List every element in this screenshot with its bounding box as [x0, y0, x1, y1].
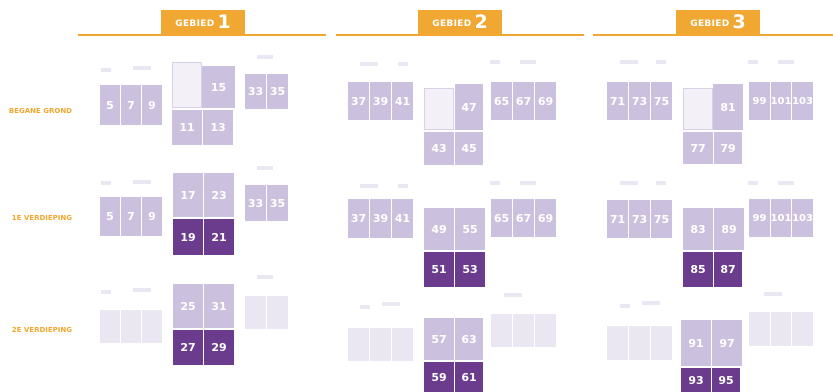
unit-9[interactable]: 9 [142, 85, 162, 125]
roof-accent [360, 184, 378, 188]
unit-53[interactable]: 53 [455, 252, 485, 287]
unit-placeholder [267, 296, 288, 329]
unit-51[interactable]: 51 [424, 252, 454, 287]
unit-99[interactable]: 99 [749, 199, 770, 237]
floor-label-second: 2E VERDIEPING [11, 326, 72, 334]
unit-73[interactable]: 73 [629, 82, 650, 120]
unit-93[interactable]: 93 [681, 368, 711, 392]
unit-55[interactable]: 55 [455, 208, 485, 250]
unit-39[interactable]: 39 [370, 199, 391, 238]
unit-13[interactable]: 13 [203, 110, 233, 145]
unit-39[interactable]: 39 [370, 82, 391, 120]
roof-accent [360, 62, 378, 66]
unit-placeholder [392, 328, 413, 361]
unit-placeholder [651, 326, 672, 360]
unit-65[interactable]: 65 [491, 199, 512, 237]
unit-37[interactable]: 37 [348, 199, 369, 238]
unit-103[interactable]: 103 [792, 82, 813, 120]
unit-69[interactable]: 69 [535, 82, 556, 120]
unit-21[interactable]: 21 [204, 219, 234, 255]
unit-73[interactable]: 73 [629, 200, 650, 238]
unit-placeholder [121, 310, 141, 343]
unit-95[interactable]: 95 [712, 368, 740, 392]
unit-57[interactable]: 57 [424, 318, 454, 360]
unit-29[interactable]: 29 [204, 330, 234, 365]
unit-25[interactable]: 25 [173, 284, 203, 328]
floor-label-first: 1E VERDIEPING [11, 214, 72, 222]
unit-placeholder [100, 310, 120, 343]
unit-49[interactable]: 49 [424, 208, 454, 250]
floor-label-ground: BEGANE GROND [8, 107, 72, 115]
unit-placeholder [535, 314, 556, 347]
unit-75[interactable]: 75 [651, 200, 672, 238]
area-3-rule [593, 34, 833, 36]
roof-accent [504, 293, 522, 297]
roof-accent [642, 301, 660, 305]
unit-33[interactable]: 33 [245, 185, 266, 221]
roof-accent [490, 60, 500, 64]
unit-71[interactable]: 71 [607, 82, 628, 120]
unit-7[interactable]: 7 [121, 85, 141, 125]
courtyard-outline [683, 88, 713, 130]
unit-79[interactable]: 79 [714, 132, 742, 164]
unit-65[interactable]: 65 [491, 82, 512, 120]
unit-47[interactable]: 47 [455, 84, 483, 130]
unit-69[interactable]: 69 [535, 199, 556, 237]
roof-accent [133, 180, 151, 184]
unit-11[interactable]: 11 [172, 110, 202, 145]
unit-placeholder [513, 314, 534, 347]
unit-placeholder [142, 310, 162, 343]
unit-63[interactable]: 63 [455, 318, 483, 360]
roof-accent [520, 181, 536, 185]
roof-accent [656, 60, 666, 64]
roof-accent [748, 60, 758, 64]
unit-91[interactable]: 91 [681, 320, 711, 366]
roof-accent [133, 66, 151, 70]
unit-67[interactable]: 67 [513, 199, 534, 237]
roof-accent [764, 292, 782, 296]
unit-9[interactable]: 9 [142, 197, 162, 236]
unit-placeholder [607, 326, 628, 360]
roof-accent [257, 166, 273, 170]
roof-accent [656, 181, 666, 185]
roof-accent [778, 60, 794, 64]
unit-17[interactable]: 17 [173, 173, 203, 217]
unit-41[interactable]: 41 [392, 199, 413, 238]
unit-101[interactable]: 101 [771, 82, 791, 120]
unit-placeholder [370, 328, 391, 361]
roof-accent [620, 304, 630, 308]
unit-placeholder [792, 312, 813, 346]
roof-accent [133, 288, 151, 292]
roof-accent [520, 60, 536, 64]
unit-31[interactable]: 31 [204, 284, 234, 328]
unit-97[interactable]: 97 [712, 320, 742, 366]
unit-33[interactable]: 33 [245, 74, 266, 109]
unit-103[interactable]: 103 [792, 199, 813, 237]
area-2-heading-word: GEBIED [432, 19, 472, 29]
unit-61[interactable]: 61 [455, 362, 483, 392]
area-1-heading [161, 10, 245, 34]
unit-99[interactable]: 99 [749, 82, 770, 120]
roof-accent [101, 68, 111, 72]
area-3-heading-word: GEBIED [690, 19, 730, 29]
unit-75[interactable]: 75 [651, 82, 672, 120]
unit-59[interactable]: 59 [424, 362, 454, 392]
unit-67[interactable]: 67 [513, 82, 534, 120]
area-1-heading-word: GEBIED [175, 19, 215, 29]
roof-accent [748, 181, 758, 185]
roof-accent [257, 55, 273, 59]
unit-27[interactable]: 27 [173, 330, 203, 365]
area-2-heading-number: 2 [474, 11, 488, 33]
area-2-heading [418, 10, 502, 34]
unit-71[interactable]: 71 [607, 200, 628, 238]
unit-placeholder [749, 312, 770, 346]
unit-5[interactable]: 5 [100, 197, 120, 236]
unit-7[interactable]: 7 [121, 197, 141, 236]
roof-accent [257, 275, 273, 279]
area-2-rule [336, 34, 584, 36]
area-1-rule [78, 34, 326, 36]
unit-37[interactable]: 37 [348, 82, 369, 120]
unit-101[interactable]: 101 [771, 199, 791, 237]
unit-placeholder [348, 328, 369, 361]
unit-19[interactable]: 19 [173, 219, 203, 255]
roof-accent [620, 60, 638, 64]
roof-accent [101, 181, 111, 185]
unit-23[interactable]: 23 [204, 173, 234, 217]
unit-5[interactable]: 5 [100, 85, 120, 125]
unit-placeholder [771, 312, 791, 346]
area-3-heading-number: 3 [732, 11, 746, 33]
roof-accent [398, 184, 408, 188]
unit-43[interactable]: 43 [424, 132, 454, 165]
unit-15[interactable]: 15 [202, 66, 235, 108]
roof-accent [101, 290, 111, 294]
roof-accent [360, 305, 370, 309]
roof-accent [778, 181, 794, 185]
roof-accent [398, 62, 408, 66]
roof-accent [382, 302, 400, 306]
unit-85[interactable]: 85 [683, 252, 713, 287]
unit-placeholder [245, 296, 266, 329]
roof-accent [490, 181, 500, 185]
unit-77[interactable]: 77 [683, 132, 713, 164]
unit-83[interactable]: 83 [683, 208, 713, 250]
unit-35[interactable]: 35 [267, 74, 288, 109]
area-3-heading [676, 10, 760, 34]
unit-87[interactable]: 87 [714, 252, 742, 287]
unit-41[interactable]: 41 [392, 82, 413, 120]
unit-89[interactable]: 89 [714, 208, 744, 250]
unit-45[interactable]: 45 [455, 132, 483, 165]
courtyard-outline [172, 62, 202, 108]
unit-35[interactable]: 35 [267, 185, 288, 221]
unit-81[interactable]: 81 [713, 84, 743, 130]
courtyard-outline [424, 88, 454, 130]
unit-placeholder [629, 326, 650, 360]
area-1-heading-number: 1 [217, 11, 231, 33]
unit-placeholder [491, 314, 512, 347]
roof-accent [620, 181, 638, 185]
